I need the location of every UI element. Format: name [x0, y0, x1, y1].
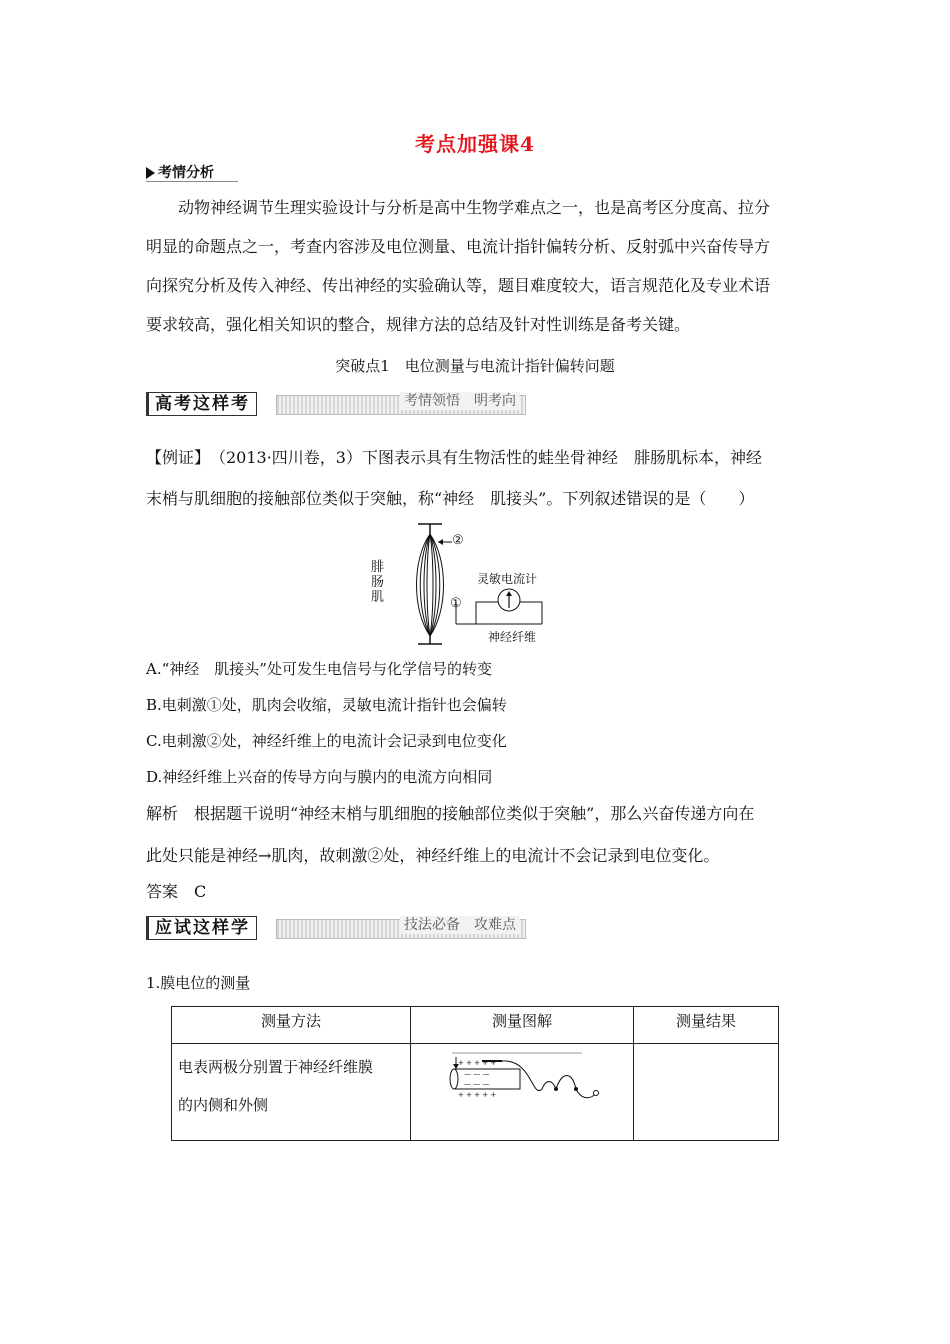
analysis-line: 要求较高，强化相关知识的整合，规律方法的总结及针对性训练是备考关键。	[146, 315, 691, 334]
meter-label: 灵敏电流计	[477, 572, 538, 586]
svg-text:— — —: — — —	[464, 1080, 490, 1088]
svg-text:— — —: — — —	[464, 1070, 490, 1078]
solution-line: 此处只能是神经→肌肉，故刺激②处，神经纤维上的电流计不会记录到电位变化。	[146, 846, 720, 865]
table-header: 测量方法	[172, 1007, 411, 1044]
breakthrough-title: 突破点1 电位测量与电流计指针偏转问题	[335, 357, 615, 375]
heading-underline	[146, 181, 238, 182]
muscle-label: 腓肠肌	[371, 560, 385, 605]
example-line: 末梢与肌细胞的接触部位类似于突触，称“神经 肌接头”。下列叙述错误的是（ ）	[146, 489, 755, 508]
solution-line: 解析 根据题干说明“神经末梢与肌细胞的接触部位类似于突触”，那么兴奋传递方向在	[146, 804, 755, 823]
table-row	[172, 1044, 779, 1141]
option-a: A.“神经 肌接头”处可发生电信号与化学信号的转变	[146, 660, 492, 678]
banner-sub: 技法必备 攻难点	[400, 916, 520, 934]
banner-gaokao	[146, 392, 526, 416]
analysis-heading	[146, 162, 214, 182]
option-d: D.神经纤维上兴奋的传导方向与膜内的电流方向相同	[146, 768, 493, 786]
page-title: 考点加强课4	[415, 132, 535, 156]
mark-2: ②	[452, 533, 464, 548]
analysis-line: 明显的命题点之一，考查内容涉及电位测量、电流计指针偏转分析、反射弧中兴奋传导方	[146, 237, 771, 256]
table-header: 测量结果	[634, 1007, 779, 1044]
table-cell-method	[172, 1044, 411, 1141]
svg-text:+ + + + +: + + + + +	[458, 1091, 497, 1099]
example-line: 【例证】 （2013·四川卷，3）下图表示具有生物活性的蛙坐骨神经 腓肠肌标本，神经	[146, 448, 762, 467]
triangle-icon	[146, 167, 155, 179]
table-header-row	[172, 1007, 779, 1044]
table-cell-diagram	[411, 1044, 634, 1141]
banner-sub: 考情领悟 明考向	[400, 392, 520, 410]
option-c: C.电刺激②处，神经纤维上的电流计会记录到电位变化	[146, 732, 507, 750]
electrode-diagram	[442, 1049, 632, 1109]
banner-label: 应试这样学	[146, 916, 257, 940]
measurement-table	[171, 1006, 779, 1141]
svg-text:+ + + + +: + + + + +	[458, 1059, 497, 1067]
analysis-line: 动物神经调节生理实验设计与分析是高中生物学难点之一，也是高考区分度高、拉分	[178, 198, 771, 217]
banner-label: 高考这样考	[146, 392, 257, 416]
option-b: B.电刺激①处，肌肉会收缩，灵敏电流计指针也会偏转	[146, 696, 507, 714]
method-line: 电表两极分别置于神经纤维膜	[178, 1058, 374, 1076]
method-line: 的内侧和外侧	[178, 1096, 269, 1114]
mark-1: ①	[450, 596, 462, 611]
analysis-line: 向探究分析及传入神经、传出神经的实验确认等，题目难度较大，语言规范化及专业术语	[146, 276, 771, 295]
table-cell-result	[634, 1044, 779, 1141]
nerve-label: 神经纤维	[488, 630, 537, 644]
table-header: 测量图解	[411, 1007, 634, 1044]
analysis-heading-text: 考情分析	[158, 165, 214, 181]
banner-yingshi	[146, 916, 526, 940]
answer: 答案 C	[146, 882, 207, 901]
section-heading: 1.膜电位的测量	[146, 974, 251, 992]
